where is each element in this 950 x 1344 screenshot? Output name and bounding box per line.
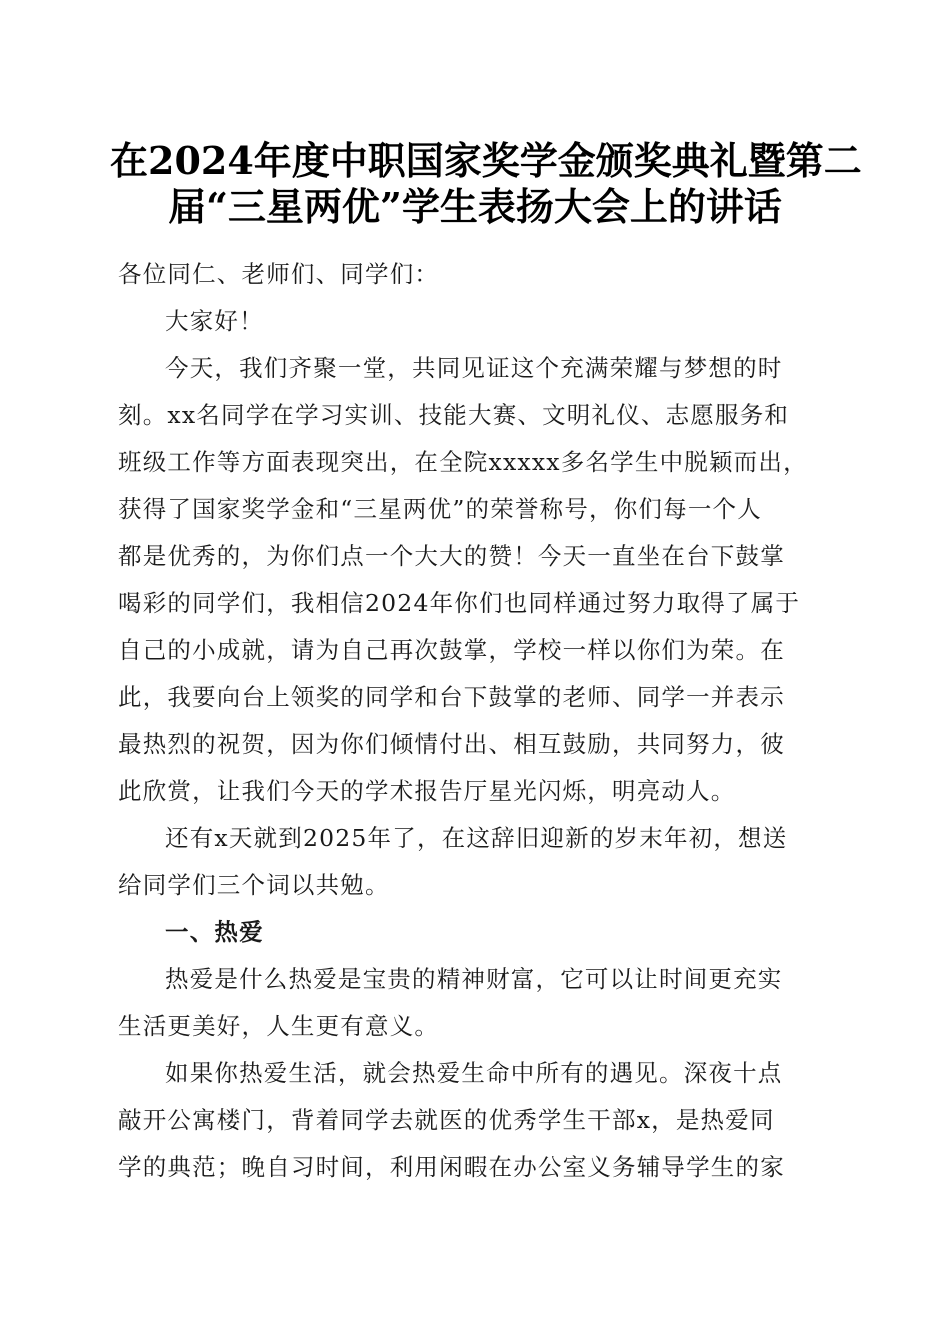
title-line-2: 届“三星两优”学生表扬大会上的讲话 [168,184,782,229]
paragraph-4 [118,1050,830,1191]
salutation-line: 各位同仁、老师们、同学们： [118,260,440,288]
document-title [110,138,862,230]
paragraph-line: 热爱是什么热爱是宝贵的精神财富，它可以让时间更充实 [165,965,783,993]
greeting [118,298,830,345]
paragraph-2 [118,815,830,909]
paragraph-1 [118,345,830,815]
paragraph-line: 生活更美好，人生更有意义。 [118,1012,440,1040]
document-body [118,251,830,1191]
paragraph-line: 给同学们三个词以共勉。 [118,871,390,899]
paragraph-line: 如果你热爱生活，就会热爱生命中所有的遇见。深夜十点 [165,1059,783,1087]
paragraph-line: 此欣赏，让我们今天的学术报告厅星光闪烁，明亮动人。 [118,777,736,805]
paragraph-line: 敲开公寓楼门，背着同学去就医的优秀学生干部x，是热爱同 [118,1106,775,1134]
paragraph-line: 都是优秀的，为你们点一个大大的赞！今天一直坐在台下鼓掌 [118,542,785,570]
greeting-line: 大家好！ [165,307,264,335]
paragraph-line: 此，我要向台上领奖的同学和台下鼓掌的老师、同学一并表示 [118,683,785,711]
paragraph-line: 喝彩的同学们，我相信2024年你们也同样通过努力取得了属于 [118,589,801,617]
paragraph-line: 刻。xx名同学在学习实训、技能大赛、文明礼仪、志愿服务和 [118,401,790,429]
paragraph-3 [118,956,830,1050]
section-heading-1 [118,909,830,956]
title-line-1: 在2024年度中职国家奖学金颁奖典礼暨第二 [110,138,862,183]
paragraph-line: 班级工作等方面表现突出，在全院xxxxx多名学生中脱颖而出， [118,448,808,476]
paragraph-line: 今天，我们齐聚一堂，共同见证这个充满荣耀与梦想的时 [165,354,783,382]
paragraph-line: 学的典范；晚自习时间，利用闲暇在办公室义务辅导学生的家 [118,1153,785,1181]
salutation [118,251,830,298]
paragraph-line: 自己的小成就，请为自己再次鼓掌，学校一样以你们为荣。在 [118,636,785,664]
section-heading-text: 一、热爱 [165,918,264,946]
paragraph-line: 获得了国家奖学金和“三星两优”的荣誉称号，你们每一个人 [118,495,762,523]
paragraph-line: 还有x天就到2025年了，在这辞旧迎新的岁末年初，想送 [165,824,788,852]
paragraph-line: 最热烈的祝贺，因为你们倾情付出、相互鼓励，共同努力，彼 [118,730,785,758]
